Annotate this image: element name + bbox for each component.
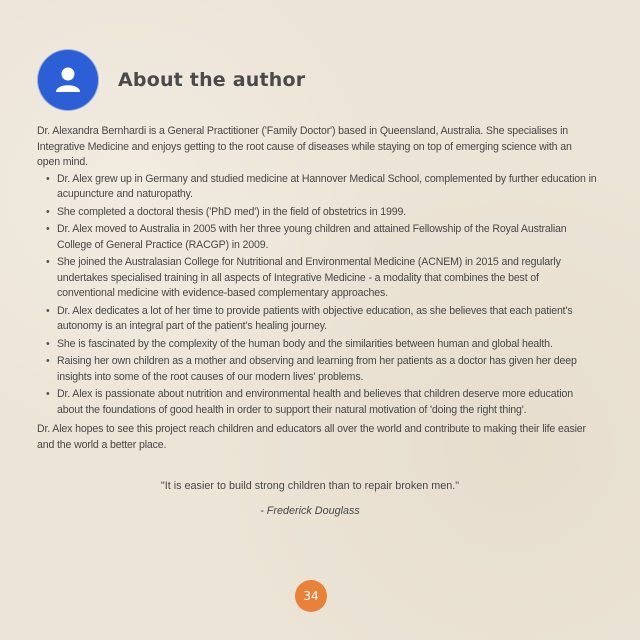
list-item: • Dr. Alex is passionate about nutrition and environmental health and believes that children deserve more education about the foundations of good health in order to support their natural motivation of 'doing the right thing'. — [57, 387, 597, 418]
intro-paragraph: Dr. Alexandra Bernhardi is a General Practitioner ('Family Doctor') based in Queensland, Australia. She specialises in Integrative Medicine and enjoys getting to the root cause of diseases while staying on top of emerging science with an open mind. — [37, 125, 572, 168]
list-item: • Dr. Alex moved to Australia in 2005 with her three young children and attained Fellowship of the Royal Australian College of General Practice (RACGP) in 2009. — [57, 222, 597, 253]
list-item: • Raising her own children as a mother and observing and learning from her patients as a doctor has given her deep insights into some of the root causes of our modern lives' problems. — [57, 354, 597, 385]
quote-text: "It is easier to build strong children than to repair broken men." — [160, 480, 460, 492]
page-title: About the author — [118, 69, 306, 91]
user-icon — [38, 50, 98, 110]
bio-list — [37, 172, 597, 419]
list-item: • Dr. Alex dedicates a lot of her time to provide patients with objective education, as she believes that each patient's autonomy is an integral part of the patient's healing journey. — [57, 304, 597, 335]
list-item: • She joined the Australasian College for Nutritional and Environmental Medicine (ACNEM) in 2015 and regularly undertakes specialised training in all aspects of Integrative Medicine - a modality that combines the best of conventional medicine with evidence-based complementary approaches. — [57, 255, 597, 302]
author-bio — [37, 124, 597, 453]
closing-paragraph: Dr. Alex hopes to see this project reach children and educators all over the world and contribute to making their life easier and the world a better place. — [37, 423, 586, 451]
section-header — [38, 50, 305, 110]
list-item: • She is fascinated by the complexity of the human body and the similarities between human and global health. — [57, 337, 597, 353]
quote-author: - Frederick Douglass — [260, 505, 360, 517]
page-number-badge: 34 — [295, 580, 327, 612]
list-item: • Dr. Alex grew up in Germany and studied medicine at Hannover Medical School, complemented by further education in acupuncture and naturopathy. — [57, 172, 597, 203]
list-item: • She completed a doctoral thesis ('PhD med') in the field of obstetrics in 1999. — [57, 205, 597, 221]
